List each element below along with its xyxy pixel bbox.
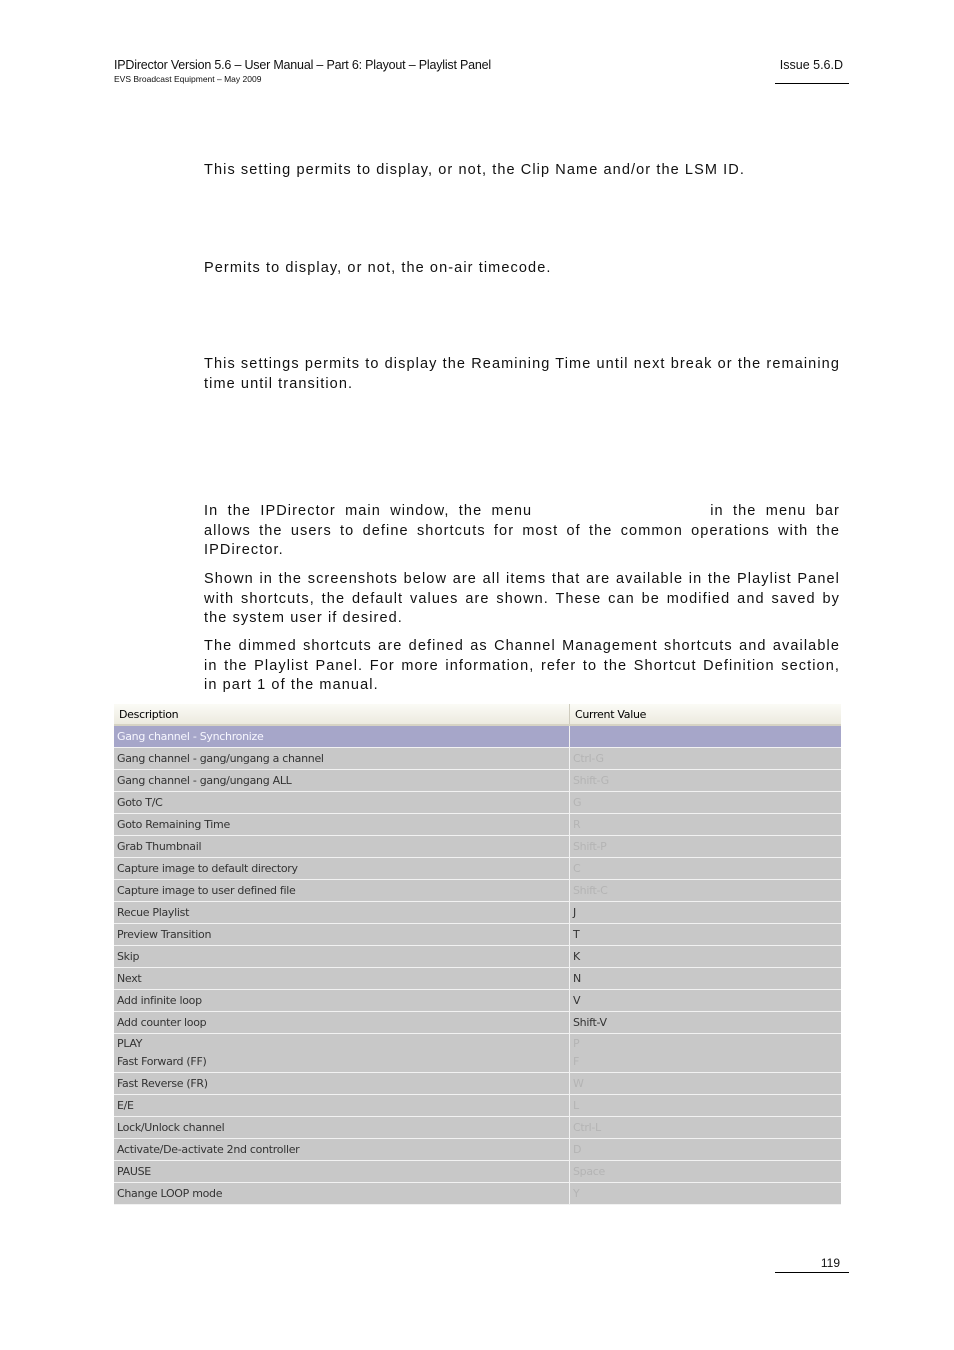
shortcut-value: D xyxy=(570,1139,842,1161)
shortcut-description: Add infinite loop xyxy=(114,990,570,1012)
paragraph-clip-name: This setting permits to display, or not, the Clip Name and/or the LSM ID. xyxy=(204,162,746,178)
shortcut-value-line: P xyxy=(573,1037,580,1050)
table-row[interactable] xyxy=(114,1012,841,1034)
shortcut-value: Shift-C xyxy=(570,880,842,902)
column-header-current-value[interactable]: Current Value xyxy=(570,704,842,725)
shortcut-description: Lock/Unlock channel xyxy=(114,1117,570,1139)
shortcut-value: N xyxy=(570,968,842,990)
shortcut-description: Goto Remaining Time xyxy=(114,814,570,836)
shortcut-value: Ctrl-L xyxy=(570,1117,842,1139)
table-row[interactable] xyxy=(114,770,841,792)
table-row[interactable] xyxy=(114,836,841,858)
table-row[interactable] xyxy=(114,902,841,924)
shortcut-value xyxy=(570,1034,842,1073)
shortcut-description: Gang channel - Synchronize xyxy=(114,725,570,748)
shortcut-description: Capture image to user defined file xyxy=(114,880,570,902)
shortcut-value xyxy=(570,725,842,748)
table-row[interactable] xyxy=(114,1073,841,1095)
shortcut-description: Preview Transition xyxy=(114,924,570,946)
shortcut-value: C xyxy=(570,858,842,880)
shortcut-description-line: PLAY xyxy=(117,1037,143,1050)
shortcut-value-line: F xyxy=(573,1055,580,1068)
table-row[interactable] xyxy=(114,814,841,836)
table-row[interactable] xyxy=(114,748,841,770)
column-header-description[interactable]: Description xyxy=(114,704,570,725)
table-row[interactable] xyxy=(114,1034,841,1073)
shortcut-description: E/E xyxy=(114,1095,570,1117)
shortcut-value: Y xyxy=(570,1183,842,1205)
table-row[interactable] xyxy=(114,792,841,814)
shortcut-description: Next xyxy=(114,968,570,990)
shortcut-description: Change LOOP mode xyxy=(114,1183,570,1205)
table-row[interactable] xyxy=(114,990,841,1012)
shortcut-description: Gang channel - gang/ungang ALL xyxy=(114,770,570,792)
table-row[interactable] xyxy=(114,858,841,880)
table-row[interactable] xyxy=(114,1161,841,1183)
table-row[interactable] xyxy=(114,1095,841,1117)
shortcut-value: W xyxy=(570,1073,842,1095)
shortcut-description: Goto T/C xyxy=(114,792,570,814)
header-issue: Issue 5.6.D xyxy=(779,58,843,72)
shortcut-description: Gang channel - gang/ungang a channel xyxy=(114,748,570,770)
table-row[interactable] xyxy=(114,880,841,902)
paragraph-remaining-time: This settings permits to display the Reamining Time until next break or the remaining time until transition. xyxy=(204,356,840,392)
paragraph-dimmed-shortcuts: The dimmed shortcuts are defined as Channel Management shortcuts and available in the Playlist Panel. For more information, refer to the Shortcut Definition section, in part 1 of the manual. xyxy=(204,638,840,693)
shortcut-value: J xyxy=(570,902,842,924)
table-row[interactable] xyxy=(114,924,841,946)
header-title: IPDirector Version 5.6 – User Manual – Part 6: Playout – Playlist Panel xyxy=(114,58,491,72)
shortcut-value: T xyxy=(570,924,842,946)
shortcut-value: Shift-P xyxy=(570,836,842,858)
shortcut-description: PAUSE xyxy=(114,1161,570,1183)
paragraph-shortcut-menu-start: In the IPDirector main window, the menu xyxy=(204,503,533,519)
table-row[interactable] xyxy=(114,725,841,748)
shortcut-description: Fast Reverse (FR) xyxy=(114,1073,570,1095)
page-number: 119 xyxy=(820,1256,840,1270)
shortcut-description: Skip xyxy=(114,946,570,968)
table-row[interactable] xyxy=(114,946,841,968)
header-subtitle: EVS Broadcast Equipment – May 2009 xyxy=(114,74,262,84)
shortcut-description: Add counter loop xyxy=(114,1012,570,1034)
paragraph-screenshots: Shown in the screenshots below are all items that are available in the Playlist Panel with shortcuts, the default values are shown. These can be modified and saved by the system user if desired. xyxy=(204,571,840,626)
shortcut-description: Activate/De-activate 2nd controller xyxy=(114,1139,570,1161)
paragraph-shortcut-menu xyxy=(204,502,840,561)
shortcut-value: K xyxy=(570,946,842,968)
shortcut-description xyxy=(114,1034,570,1073)
shortcuts-table-header xyxy=(114,704,841,725)
shortcuts-table-body xyxy=(114,725,841,1205)
table-row[interactable] xyxy=(114,1183,841,1205)
header-rule xyxy=(775,83,849,84)
shortcut-value: Ctrl-G xyxy=(570,748,842,770)
shortcut-value: G xyxy=(570,792,842,814)
shortcut-description: Recue Playlist xyxy=(114,902,570,924)
shortcut-value: Shift-V xyxy=(570,1012,842,1034)
paragraph-ontimecode: Permits to display, or not, the on-air timecode. xyxy=(204,260,552,276)
table-row[interactable] xyxy=(114,968,841,990)
shortcut-description: Grab Thumbnail xyxy=(114,836,570,858)
shortcut-value: Space xyxy=(570,1161,842,1183)
shortcut-description-line: Fast Forward (FF) xyxy=(117,1055,207,1068)
shortcut-value: L xyxy=(570,1095,842,1117)
table-row[interactable] xyxy=(114,1139,841,1161)
shortcut-value: V xyxy=(570,990,842,1012)
table-row[interactable] xyxy=(114,1117,841,1139)
shortcuts-table xyxy=(114,704,841,1205)
shortcut-value: Shift-G xyxy=(570,770,842,792)
paragraph-shortcut-menu-end: in the menu bar allows the users to define shortcuts for most of the common operations with the IPDirector. xyxy=(204,503,840,558)
shortcut-value: R xyxy=(570,814,842,836)
footer-rule xyxy=(775,1272,849,1273)
shortcut-description: Capture image to default directory xyxy=(114,858,570,880)
